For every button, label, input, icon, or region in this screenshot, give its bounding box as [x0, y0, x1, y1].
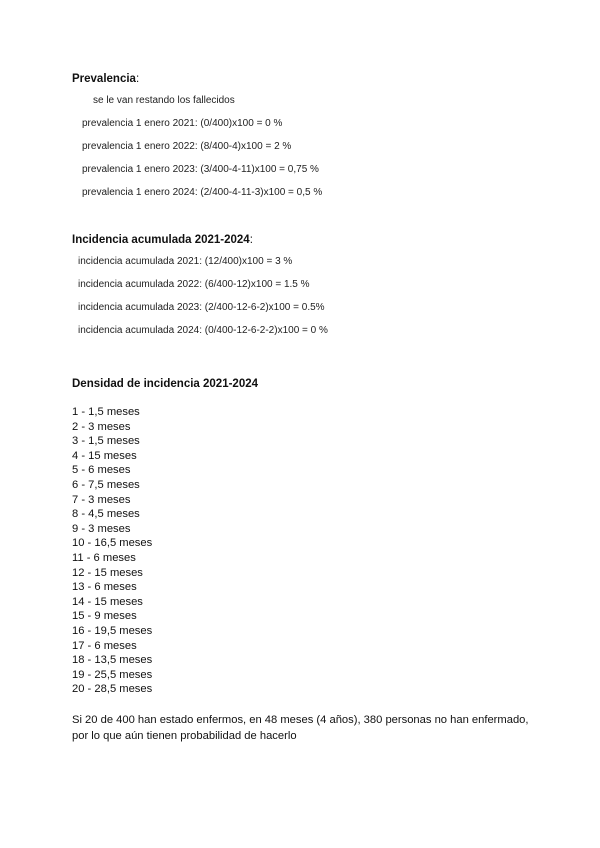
closing-paragraph: Si 20 de 400 han estado enfermos, en 48 meses (4 años), 380 personas no han enfermado, por lo que aún tienen probabilidad de hacerlo: [72, 714, 529, 742]
incidence-item: incidencia acumulada 2023: (2/400-12-6-2)x100 = 0.5%: [78, 302, 325, 313]
prevalence-item: prevalencia 1 enero 2024: (2/400-4-11-3)x100 = 0,5 %: [82, 187, 323, 198]
incidence-title: Incidencia acumulada 2021-2024: [72, 234, 250, 246]
density-item: 4 - 15 meses: [72, 449, 137, 462]
incidence-item: incidencia acumulada 2024: (0/400-12-6-2-2)x100 = 0 %: [78, 325, 328, 336]
prevalence-item: prevalencia 1 enero 2022: (8/400-4)x100 = 2 %: [82, 141, 292, 152]
prevalence-title: Prevalencia: [72, 73, 136, 85]
prevalence-item: prevalencia 1 enero 2023: (3/400-4-11)x100 = 0,75 %: [82, 164, 319, 175]
prevalence-item: prevalencia 1 enero 2021: (0/400)x100 = 0 %: [82, 118, 283, 129]
incidence-list: [78, 256, 328, 348]
density-item: 19 - 25,5 meses: [72, 668, 153, 681]
incidence-heading: [72, 233, 253, 247]
density-item: 13 - 6 meses: [72, 581, 137, 594]
incidence-colon: :: [249, 234, 253, 246]
density-title: Densidad de incidencia 2021-2024: [72, 378, 259, 390]
density-list: [72, 405, 152, 697]
density-item: 18 - 13,5 meses: [72, 654, 153, 667]
density-item: 14 - 15 meses: [72, 595, 143, 608]
density-heading: [72, 377, 258, 391]
prevalence-list: [82, 118, 322, 210]
density-item: 17 - 6 meses: [72, 639, 137, 652]
density-item: 11 - 6 meses: [72, 551, 136, 564]
density-item: 15 - 9 meses: [72, 610, 137, 623]
density-item: 12 - 15 meses: [72, 566, 143, 579]
prevalence-note: se le van restando los fallecidos: [93, 95, 235, 106]
density-item: 3 - 1,5 meses: [72, 435, 140, 448]
prevalence-heading: [72, 72, 139, 86]
density-item: 7 - 3 meses: [72, 493, 131, 506]
density-item: 8 - 4,5 meses: [72, 508, 140, 521]
density-item: 10 - 16,5 meses: [72, 537, 153, 550]
density-item: 20 - 28,5 meses: [72, 683, 153, 696]
incidence-item: incidencia acumulada 2022: (6/400-12)x100 = 1.5 %: [78, 279, 310, 290]
incidence-item: incidencia acumulada 2021: (12/400)x100 = 3 %: [78, 256, 293, 267]
density-item: 9 - 3 meses: [72, 522, 131, 535]
density-item: 16 - 19,5 meses: [72, 624, 153, 637]
density-item: 5 - 6 meses: [72, 464, 131, 477]
density-item: 6 - 7,5 meses: [72, 478, 140, 491]
prevalence-colon: :: [135, 73, 140, 85]
density-item: 1 - 1,5 meses: [72, 406, 140, 418]
density-item: 2 - 3 meses: [72, 420, 131, 433]
